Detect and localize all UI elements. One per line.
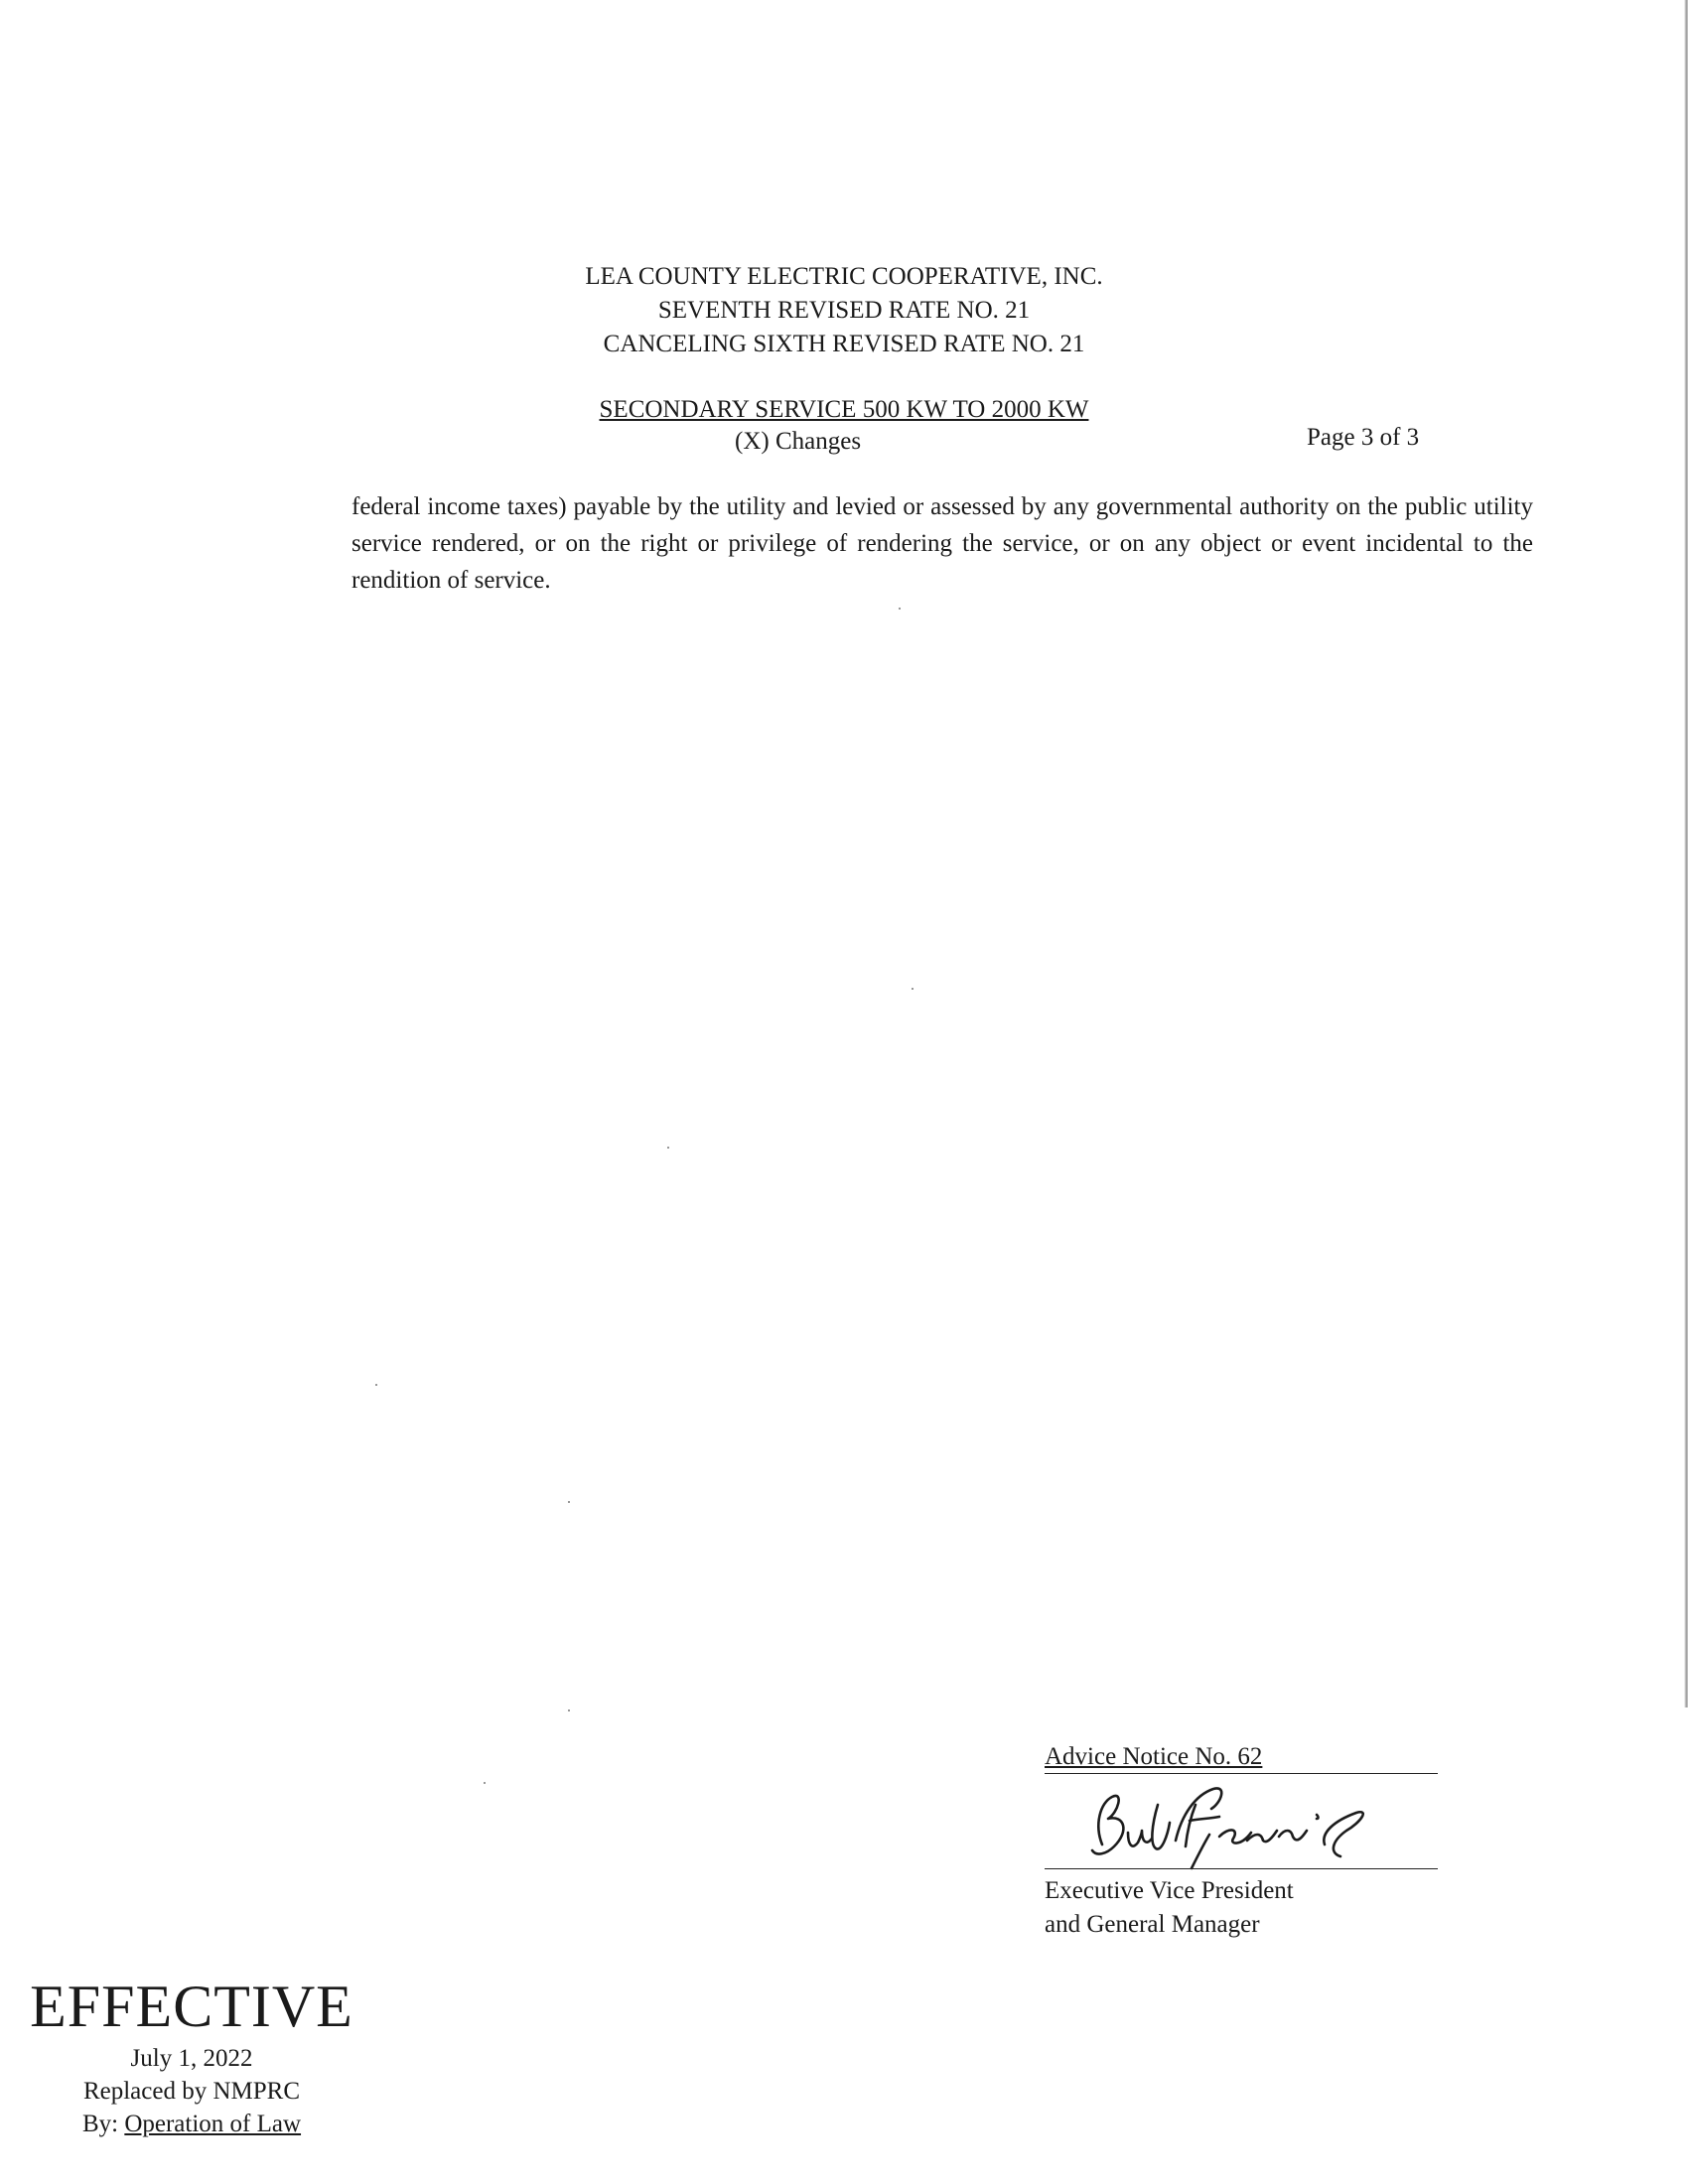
canceled-rate: CANCELING SIXTH REVISED RATE NO. 21 (603, 331, 1085, 357)
section-title (447, 395, 1241, 425)
advice-notice-text: Advice Notice No. 62 (1045, 1743, 1263, 1770)
body-paragraph: federal income taxes) payable by the utility and levied or assessed by any governmental authority on the public utility service rendered, or on the right or privilege of rendering the service, or on any object or event incidental to the rendition of service. (352, 493, 1533, 594)
page-edge-shadow (1684, 0, 1688, 1707)
rate-number: SEVENTH REVISED RATE NO. 21 (657, 297, 1031, 324)
scan-speck (375, 1384, 377, 1386)
scan-speck (912, 988, 914, 990)
signer-title (1045, 1874, 1294, 1942)
page-number: Page 3 of 3 (1307, 424, 1420, 451)
scan-speck (568, 1501, 570, 1503)
effective-date: July 1, 2022 (130, 2045, 253, 2072)
advice-notice (1045, 1741, 1438, 1774)
by-label: By: (81, 2111, 125, 2137)
scan-speck (568, 1709, 570, 1711)
operation-line (28, 2108, 355, 2140)
section-title-text: SECONDARY SERVICE 500 KW TO 2000 KW (599, 396, 1089, 423)
changes-marker: (X) Changes (735, 428, 862, 455)
scan-speck (484, 1782, 486, 1784)
by-value: Operation of Law (124, 2111, 302, 2137)
scan-speck (899, 608, 901, 610)
signer-title-line2: and General Manager (1045, 1911, 1260, 1938)
document-header (447, 260, 1241, 361)
signature-line (1045, 1868, 1438, 1869)
effective-stamp (28, 1971, 355, 2140)
effective-word: EFFECTIVE (30, 1974, 353, 2039)
replaced-by: Replaced by NMPRC (82, 2078, 301, 2105)
company-name: LEA COUNTY ELECTRIC COOPERATIVE, INC. (585, 263, 1103, 290)
signer-title-line1: Executive Vice President (1045, 1877, 1294, 1904)
scan-speck (667, 1147, 669, 1149)
